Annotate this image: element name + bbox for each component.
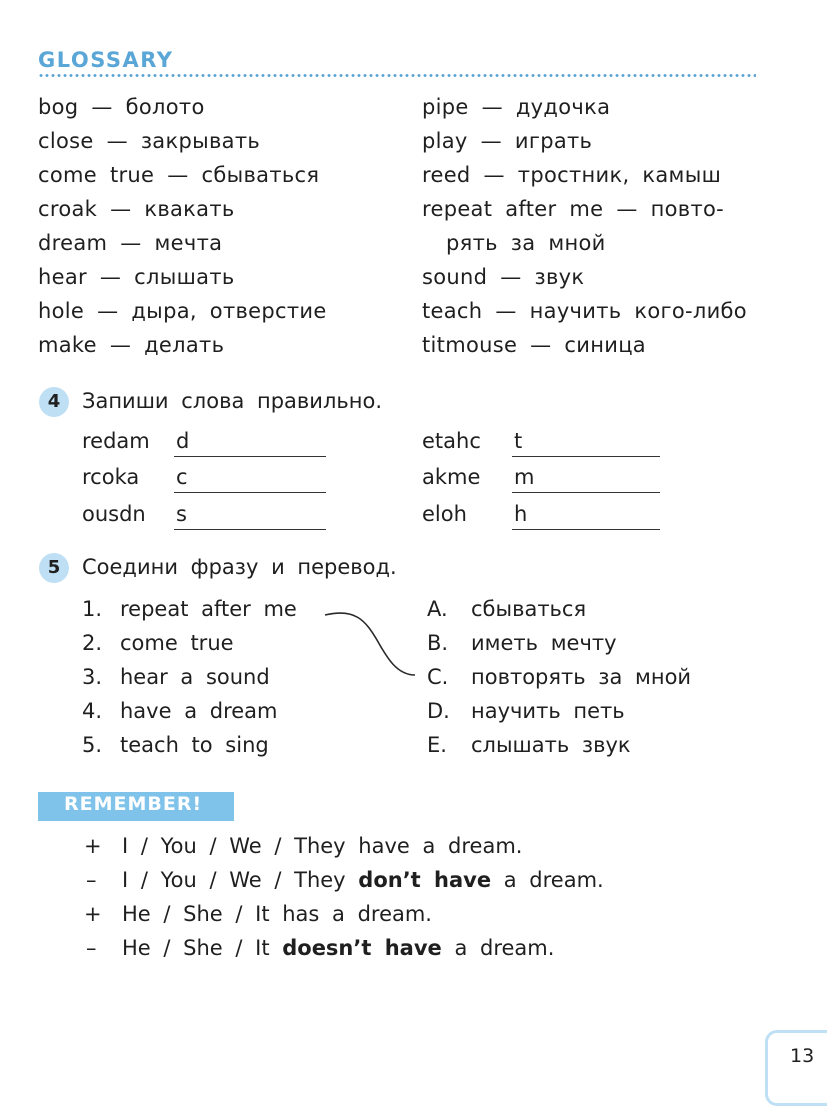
- translation-letter: D.: [427, 699, 450, 723]
- rule-sign: –: [86, 936, 97, 960]
- translation-letter: E.: [427, 733, 447, 757]
- glossary-entry: sound — звук: [422, 265, 585, 289]
- rule-sentence: I / You / We / They don’t have a dream.: [122, 868, 604, 892]
- exercise-4-instruction: Запиши слова правильно.: [82, 389, 382, 413]
- glossary-entry: play — играть: [422, 129, 593, 153]
- glossary-entry: teach — научить кого-либо: [422, 299, 747, 323]
- translation-text: иметь мечту: [471, 631, 617, 655]
- glossary-divider: [38, 74, 756, 77]
- scrambled-word: rcoka: [82, 465, 140, 489]
- glossary-entry: hear — слышать: [38, 265, 235, 289]
- glossary-entry: croak — квакать: [38, 197, 235, 221]
- scrambled-word: redam: [82, 429, 150, 453]
- exercise-5-number-badge: 5: [39, 553, 69, 583]
- rule-sign: –: [86, 868, 97, 892]
- answer-blank-line[interactable]: [512, 492, 660, 493]
- glossary-entry: titmouse — синица: [422, 333, 646, 357]
- answer-blank-line[interactable]: [174, 492, 326, 493]
- phrase-number: 1.: [82, 597, 103, 621]
- page-number: 13: [790, 1045, 815, 1067]
- answer-blank-line[interactable]: [174, 456, 326, 457]
- glossary-entry: make — делать: [38, 333, 225, 357]
- answer-first-letter: s: [176, 502, 187, 526]
- phrase-text: teach to sing: [120, 733, 269, 757]
- rule-sentence: He / She / It has a dream.: [122, 902, 432, 926]
- answer-blank-line[interactable]: [174, 529, 326, 530]
- rule-sentence: I / You / We / They have a dream.: [122, 834, 523, 858]
- rule-sign: +: [84, 834, 102, 858]
- phrase-number: 2.: [82, 631, 103, 655]
- glossary-entry: close — закрывать: [38, 129, 261, 153]
- translation-text: повторять за мной: [471, 665, 692, 689]
- glossary-entry-continuation: рять за мной: [446, 231, 606, 255]
- glossary-title: GLOSSARY: [38, 48, 174, 72]
- phrase-text: repeat after me: [120, 597, 297, 621]
- translation-letter: C.: [427, 665, 449, 689]
- phrase-text: come true: [120, 631, 234, 655]
- page-number-tab: [765, 1030, 827, 1106]
- glossary-entry: pipe — дудочка: [422, 95, 611, 119]
- glossary-entry: repeat after me — повто-: [422, 197, 725, 221]
- answer-first-letter: c: [176, 465, 188, 489]
- phrase-number: 4.: [82, 699, 103, 723]
- phrase-text: hear a sound: [120, 665, 270, 689]
- rule-sentence: He / She / It doesn’t have a dream.: [122, 936, 555, 960]
- answer-first-letter: h: [514, 502, 528, 526]
- translation-letter: A.: [427, 597, 448, 621]
- glossary-entry: bog — болото: [38, 95, 205, 119]
- answer-first-letter: m: [514, 465, 535, 489]
- scrambled-word: eloh: [422, 502, 467, 526]
- answer-blank-line[interactable]: [512, 456, 660, 457]
- glossary-entry: come true — сбываться: [38, 163, 320, 187]
- exercise-4-number-badge: 4: [39, 387, 69, 417]
- matching-connector-line: [315, 600, 425, 685]
- answer-blank-line[interactable]: [512, 529, 660, 530]
- glossary-entry: hole — дыра, отверстие: [38, 299, 327, 323]
- scrambled-word: akme: [422, 465, 481, 489]
- answer-first-letter: d: [176, 429, 190, 453]
- phrase-number: 3.: [82, 665, 103, 689]
- answer-first-letter: t: [514, 429, 523, 453]
- scrambled-word: etahc: [422, 429, 481, 453]
- rule-sign: +: [84, 902, 102, 926]
- exercise-5-instruction: Соедини фразу и перевод.: [82, 555, 397, 579]
- translation-letter: B.: [427, 631, 449, 655]
- glossary-entry: reed — тростник, камыш: [422, 163, 722, 187]
- scrambled-word: ousdn: [82, 502, 146, 526]
- glossary-entry: dream — мечта: [38, 231, 223, 255]
- translation-text: слышать звук: [471, 733, 631, 757]
- translation-text: научить петь: [471, 699, 625, 723]
- remember-label: REMEMBER!: [64, 793, 203, 815]
- phrase-number: 5.: [82, 733, 103, 757]
- translation-text: сбываться: [471, 597, 587, 621]
- phrase-text: have a dream: [120, 699, 278, 723]
